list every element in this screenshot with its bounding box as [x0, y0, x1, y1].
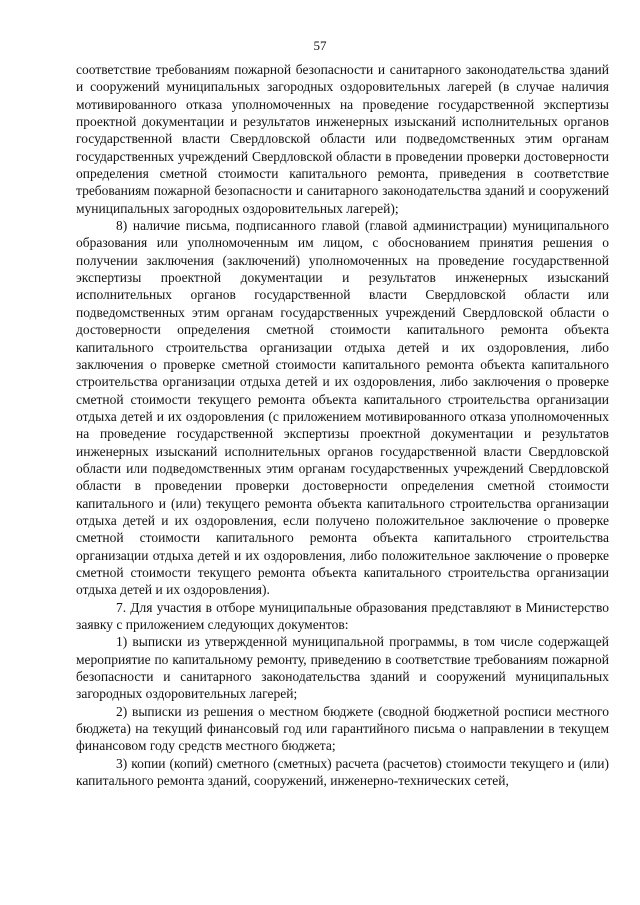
- paragraph: 3) копии (копий) сметного (сметных) расчета (расчетов) стоимости текущего и (или) капитального ремонта зданий, сооружений, инженерно-технических сетей,: [76, 755, 609, 789]
- page-number: 57: [313, 38, 327, 53]
- paragraph: 1) выписки из утвержденной муниципальной программы, в том числе содержащей мероприятие по капитальному ремонту, приведению в соответствие требованиям пожарной безопасности и санитарного законодательства зданий и сооружений муниципальных загородных оздоровительных лагерей;: [76, 634, 609, 702]
- paragraph: 7. Для участия в отборе муниципальные образования представляют в Министерство заявку с приложением следующих документов:: [76, 599, 609, 632]
- paragraph: 2) выписки из решения о местном бюджете (сводной бюджетной росписи местного бюджета) на текущий финансовый год или гарантийного письма о направлении в текущем финансовом году средств местного бюджета;: [76, 703, 609, 754]
- paragraph: соответствие требованиям пожарной безопасности и санитарного законодательства зданий и сооружений муниципальных загородных оздоровительных лагерей (в случае наличия мотивированного отказа уполномоченных на проведение государственной экспертизы проектной документации и результатов инженерных изысканий исполнительных органов государственной власти Свердловской области или подведомственных этим органам государственных учреждений Свердловской области в проведении проверки достоверности определения сметной стоимости капитального ремонта, приведения в соответствие требованиям пожарной безопасности и санитарного законодательства зданий и сооружений муниципальных загородных оздоровительных лагерей);: [76, 62, 609, 216]
- document-body: [76, 61, 609, 789]
- paragraph: 8) наличие письма, подписанного главой (главой администрации) муниципального образования или уполномоченным им лицом, с обоснованием принятия решения о получении заключения (заключений) уполномоченных на проведение государственной экспертизы проектной документации и результатов инженерных изысканий исполнительных органов государственной власти Свердловской области или подведомственных этим органам государственных учреждений Свердловской области о достоверности определения сметной стоимости капитального ремонта объекта капитального строительства организации отдыха детей и их оздоровления, либо заключения о проверке сметной стоимости капитального ремонта объекта капитального строительства организации отдыха детей и их оздоровления, либо заключения о проверке сметной стоимости текущего ремонта объекта капитального строительства организации отдыха детей и их оздоровления (с приложением мотивированного отказа уполномоченных на проведение государственной экспертизы проектной документации и результатов инженерных изысканий исполнительных органов государственной власти Свердловской области или подведомственных этим органам государственных учреждений Свердловской области в проведении проверки достоверности определения сметной стоимости капитального и (или) текущего ремонта объекта капитального строительства организации отдыха детей и их оздоровления, если получено положительное заключение о проверке сметной стоимости капитального ремонта объекта капитального строительства организации отдыха детей и их оздоровления, либо положительное заключение о проверке сметной стоимости текущего ремонта объекта капитального строительства организации отдыха детей и их оздоровления).: [76, 218, 609, 598]
